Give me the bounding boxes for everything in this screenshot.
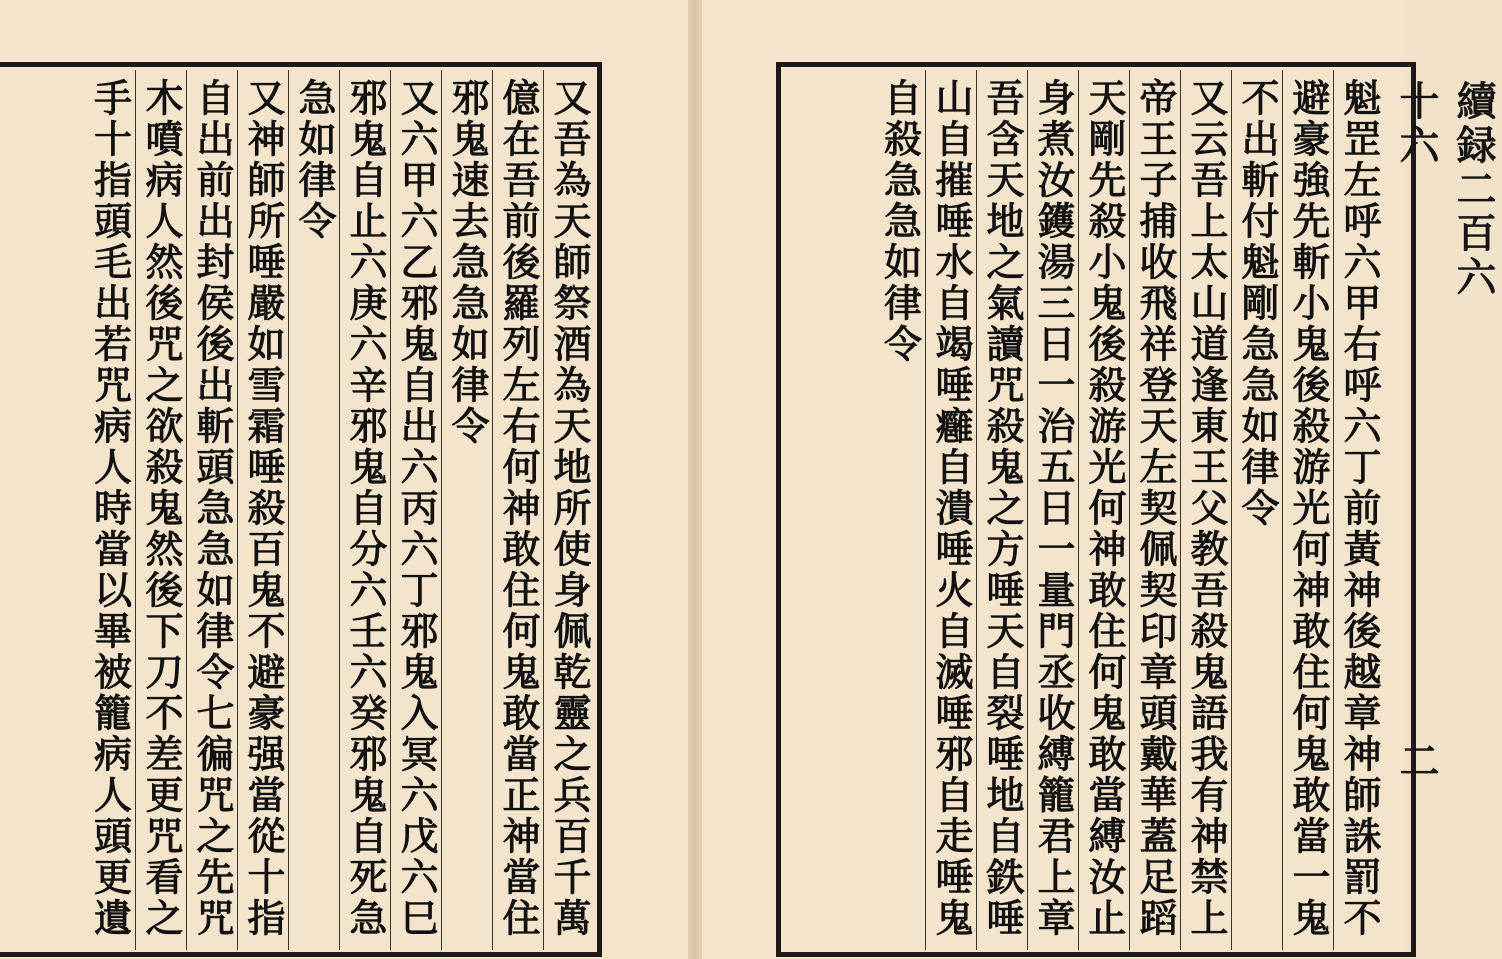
text-column	[1078, 70, 1129, 950]
text-column	[1333, 70, 1384, 950]
text-column	[186, 70, 237, 950]
column-text: 身煮汝鑊湯三日一治五日一量門丞收縛籠君上章	[1031, 78, 1076, 939]
column-text: 又云吾上太山道逢東王父教吾殺鬼語我有神禁上	[1184, 78, 1229, 939]
column-text: 避豪強先斬小鬼後殺游光何神敢住何鬼敢當一鬼	[1286, 78, 1331, 939]
text-column	[492, 70, 543, 950]
column-text: 山自摧唾水自竭唾癰自潰唾火自滅唾邪自走唾鬼	[929, 78, 974, 939]
text-column	[288, 70, 339, 950]
column-text: 不出斬付魁剛急急如律令	[1235, 78, 1280, 529]
column-text: 又吾為天師祭酒為天地所使身佩乾靈之兵百千萬	[547, 78, 592, 939]
column-text: 木噴病人然後咒之欲殺鬼然後下刀不差更咒看之	[139, 78, 184, 939]
text-column	[1282, 70, 1333, 950]
column-text: 又神師所唾嚴如雪霜唾殺百鬼不避豪强當從十指	[241, 78, 286, 939]
column-text: 帝王子捕收飛祥登天左契佩契印章頭戴華蓋足蹈	[1133, 78, 1178, 939]
text-column	[1129, 70, 1180, 950]
text-column	[925, 70, 976, 950]
column-text: 天剛先殺小鬼後殺游光何神敢住何鬼敢當縛汝止	[1082, 78, 1127, 939]
text-column	[543, 70, 594, 950]
column-text: 手十指頭毛出若咒病人時當以畢被籠病人頭更遺	[87, 78, 133, 939]
column-text: 邪鬼自止六庚六辛邪鬼自分六壬六癸邪鬼自死急	[343, 78, 388, 939]
text-column	[1027, 70, 1078, 950]
column-text: 吾含天地之氣讀咒殺鬼之方唾天自裂唾地自鉄唾	[980, 78, 1025, 939]
right-text-block	[784, 70, 1384, 950]
book-gutter	[688, 0, 702, 959]
column-text: 又六甲六乙邪鬼自出六丙六丁邪鬼入冥六戊六巳	[394, 78, 439, 939]
text-column	[441, 70, 492, 950]
column-text: 億在吾前後羅列左右何神敢住何鬼敢當正神當住	[496, 78, 541, 939]
text-column	[1231, 70, 1282, 950]
text-column	[339, 70, 390, 950]
text-column	[237, 70, 288, 950]
margin-page-number: 二	[1393, 740, 1440, 780]
column-text: 自出前出封侯後出斬頭急急如律令七徧咒之先咒	[190, 78, 235, 939]
left-text-block	[0, 70, 594, 950]
text-column	[874, 70, 925, 950]
text-column	[84, 70, 135, 950]
text-column	[976, 70, 1027, 950]
column-text: 魁罡左呼六甲右呼六丁前黃神後越章神師誅罰不	[1337, 78, 1382, 939]
text-column	[390, 70, 441, 950]
column-text: 自殺急急如律令	[877, 78, 923, 365]
margin-book-title: 續録二百六十六	[1393, 80, 1497, 300]
column-text: 邪鬼速去急急如律令	[445, 78, 490, 447]
text-column	[135, 70, 186, 950]
column-text: 急如律令	[292, 78, 337, 242]
text-column	[1180, 70, 1231, 950]
